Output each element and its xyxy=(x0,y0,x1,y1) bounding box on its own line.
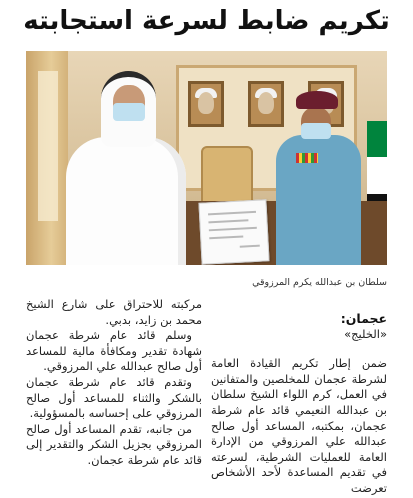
portrait-frame xyxy=(188,81,224,127)
office-chair xyxy=(201,146,253,205)
article-headline: تكريم ضابط لسرعة استجابته xyxy=(23,6,390,36)
column-left xyxy=(26,297,202,469)
body-paragraph: من جانبه، تقدم المساعد أول صالح المرزوقي بجزيل الشكر والتقدير إلى قائد عام شرطة عجمان. xyxy=(26,421,202,467)
body-paragraph: وسلم قائد عام شرطة عجمان شهادة تقدير ومكافأة مالية للمساعد أول صالح عبدالله علي المرزوقي. xyxy=(26,328,202,374)
body-paragraph: مركبته للاحتراق على شارع الشيخ محمد بن زايد، بدبي. xyxy=(26,297,202,327)
agency-credit: «الخليج» xyxy=(344,326,387,341)
certificate xyxy=(198,199,269,264)
dateline: عجمان: xyxy=(340,311,387,326)
column-right xyxy=(211,311,387,497)
photo-caption: سلطان بن عبدالله يكرم المرزوقي xyxy=(252,277,387,288)
man-in-kandura xyxy=(66,71,186,265)
police-officer xyxy=(276,91,361,265)
lead-paragraph: ضمن إطار تكريم القيادة العامة لشرطة عجمان للمخلصين والمتفانين في العمل، كرم اللواء الشيخ سلطان بن عبدالله النعيمي قائد عام شرطة عجمان، بمكتبه، المساعد أول صالح عبدالله علي المرزوقي من الإدارة العامة للعمليات الشرطية، لسرعته في تقديم المساعدة لأحد الأشخاص تعرضت xyxy=(211,356,387,495)
article-photo xyxy=(26,51,387,265)
body-paragraph: وتقدم قائد عام شرطة عجمان بالشكر والثناء للمساعد أول صالح المرزوقي على إحساسه بالمسؤولية. xyxy=(26,374,202,421)
